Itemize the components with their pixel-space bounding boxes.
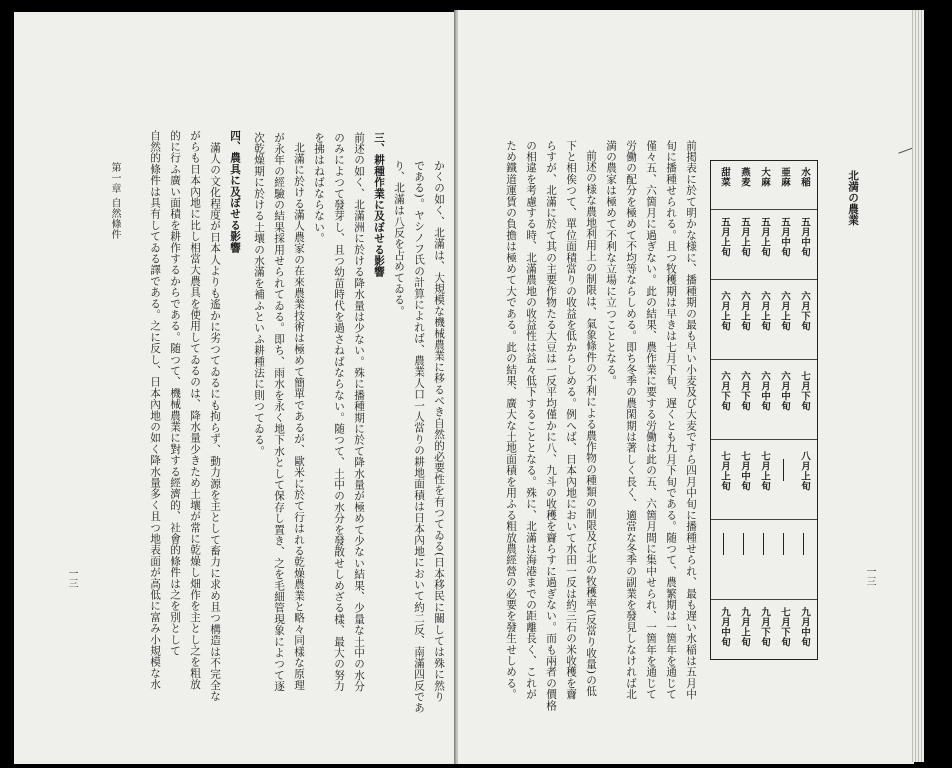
- table-cell: 六月上旬: [759, 291, 770, 331]
- empty-cell-dash: [783, 459, 784, 481]
- table-rule: [711, 209, 817, 210]
- table-rule: [711, 359, 817, 360]
- text-column: らすが、北滿に於て其の主要作物たる大豆は一反平均僅かに八、九斗の收穫を齎らすに過ぎない。而も兩者の價格: [545, 140, 557, 712]
- table-cell: 六月中旬: [779, 371, 790, 411]
- table-cell: 九月下旬: [759, 607, 770, 647]
- text-column: 労働の配分を極めて不均等ならしめる。即ち冬季の農閑期は著しく長く、適當な冬季の副業を發見しなければ北: [625, 140, 637, 700]
- crop-name: 燕麦: [739, 167, 750, 187]
- table-cell: 五月上旬: [719, 217, 730, 257]
- text-column: が永年の經驗の結果採用せられてゐる。即ち、雨水を永く地下水として保存し置き、之を毛細管現象によつて逐: [273, 132, 285, 692]
- table-cell: 七月上旬: [759, 451, 770, 491]
- text-column: 前掲表に於て明かな様に、播種期の最も早い小麦及び大麦ですら四月中旬に播種せられ、最も遅い水稲は五月中: [685, 140, 697, 700]
- text-column: のみによつて發芽し、且つ幼苗時代を過さねばならない。随つて、土中の水分を發散せしめざる樣、最大の努力: [333, 132, 345, 692]
- text-column: の相違を考慮する時、北滿農地の收益性は益々低下することとなる。殊に、北滿は海港までの距離長く、これが: [525, 140, 537, 700]
- left-page: [14, 12, 456, 764]
- section-heading: 三、耕種作業に及ぼせる影響: [373, 132, 385, 278]
- text-column: 下と相俟つて、單位面積當りの收益を低からしめる。例へば、日本內地において水田一反は約三石の米收穫を齎: [565, 140, 577, 700]
- table-cell: 九月中旬: [799, 607, 810, 647]
- text-column: 北滿に於ける滿人農家の在來農業技術は極めて簡單であるが、歐米に於て行はれる乾燥農業と略々同樣な原理: [293, 142, 305, 691]
- table-cell: 五月中旬: [799, 217, 810, 257]
- text-column: を拂はねばならない。: [313, 132, 325, 244]
- page-footer: 第一章 自然條件: [109, 162, 120, 240]
- table-rule: [711, 599, 817, 600]
- table-cell: 七月中旬: [739, 451, 750, 491]
- table-cell: 六月上旬: [719, 291, 730, 331]
- empty-cell-dash: [723, 533, 724, 555]
- table-cell: 六月上旬: [779, 291, 790, 331]
- text-column: 滿人の文化程度が日本人よりも遙かに劣つてゐるにも拘らず、動力源を主として畜力に求め且つ構造は不完全な: [209, 142, 221, 702]
- section-heading: 四、農具に及ぼせる影響: [229, 130, 241, 254]
- crop-name: 甜菜: [719, 167, 730, 187]
- empty-cell-dash: [743, 533, 744, 555]
- crop-name: 水稲: [799, 167, 810, 187]
- text-column: 前述の如く、北滿洲に於ける降水量は少ない。殊に播種期に於て降水量が極めて少ない結果、少量な土中の水分: [353, 132, 365, 692]
- empty-cell-dash: [803, 533, 804, 555]
- crop-name: 大麻: [759, 167, 770, 187]
- table-cell: 九月中旬: [719, 607, 730, 647]
- text-column: 自然的條件は具有してゐる譯である。之に反し、日本內地の如く降水量多く且つ地表面が高低に富み小規模な水: [149, 130, 161, 690]
- crop-name: 亜麻: [779, 167, 790, 187]
- right-page: [458, 10, 914, 764]
- table-cell: 五月中旬: [779, 217, 790, 257]
- text-column: 前述の様な農地利用上の制限は、氣象條件の不利による農作物の種類の制限及び北の牧穫率(反當り收量)の低: [585, 150, 597, 698]
- table-cell: 五月上旬: [759, 217, 770, 257]
- table-cell: 六月中旬: [759, 371, 770, 411]
- page-edges: [912, 10, 924, 762]
- table-rule: [711, 519, 817, 520]
- text-column: かくの如く、北滿は、大規模な機械農業に移るべき自然的必要性を有つてゐる(日本移民に關しては殊に然り: [433, 160, 445, 703]
- page-header: 北満の農業: [847, 170, 859, 226]
- table-rule: [711, 279, 817, 280]
- table-cell: 九月上旬: [739, 607, 750, 647]
- table-cell: 七月下旬: [799, 371, 810, 411]
- crop-calendar-table: [710, 160, 818, 660]
- text-column: 満の農家は極めて不利な立場に立つこととなる。: [605, 140, 617, 387]
- table-cell: 五月上旬: [739, 217, 750, 257]
- table-cell: 六月下旬: [739, 371, 750, 411]
- page-number: 一三: [864, 566, 875, 586]
- text-column: 僅々五、六箇月に過ぎない。此の結果、農作業に要する労働は此の五、六箇月間に集中せられ、一箇年を通じて: [645, 140, 657, 700]
- empty-cell-dash: [763, 533, 764, 555]
- table-cell: 七月上旬: [719, 451, 730, 491]
- text-column: り、北滿は八反を占めてゐる。: [393, 160, 405, 317]
- table-cell: 六月上旬: [739, 291, 750, 331]
- text-column: 次乾燥期に於ける土壤の水滿を補ふといふ耕種法に則つてゐる。: [253, 132, 265, 457]
- empty-cell-dash: [783, 533, 784, 555]
- table-cell: 六月下旬: [719, 371, 730, 411]
- text-column: ため鐵道運賃の負擔は極めて大である。此の結果、廣大な土地面積を用ふる粗放農經營の必要を發生せしめる。: [505, 140, 517, 700]
- page-number: 一三: [66, 568, 77, 588]
- text-column: 的に行ふ廣い面積を耕作するからである。随つて、機械農業に對する經濟的、社會的條件は之を別として: [169, 130, 181, 657]
- table-rule: [711, 439, 817, 440]
- table-cell: 八月上旬: [799, 451, 810, 491]
- table-cell: 七月下旬: [779, 607, 790, 647]
- text-column: 旬に播種せられる。且つ牧穫期は早きは七月下旬、遅くとも九月下旬である。随つて、農繁期は一箇年を通じて: [665, 140, 677, 700]
- table-cell: 六月下旬: [799, 291, 810, 331]
- text-column: である)。ヤシノフ氏の計算によれば、農業人口一人當りの耕地面積は日本內地において約二反、南滿四反であ: [413, 160, 425, 714]
- text-column: がらも日本內地に比し相當大農具を使用してゐるのは、降水量少きため土壤が常に乾燥し畑作を主とし之を粗放: [189, 130, 201, 690]
